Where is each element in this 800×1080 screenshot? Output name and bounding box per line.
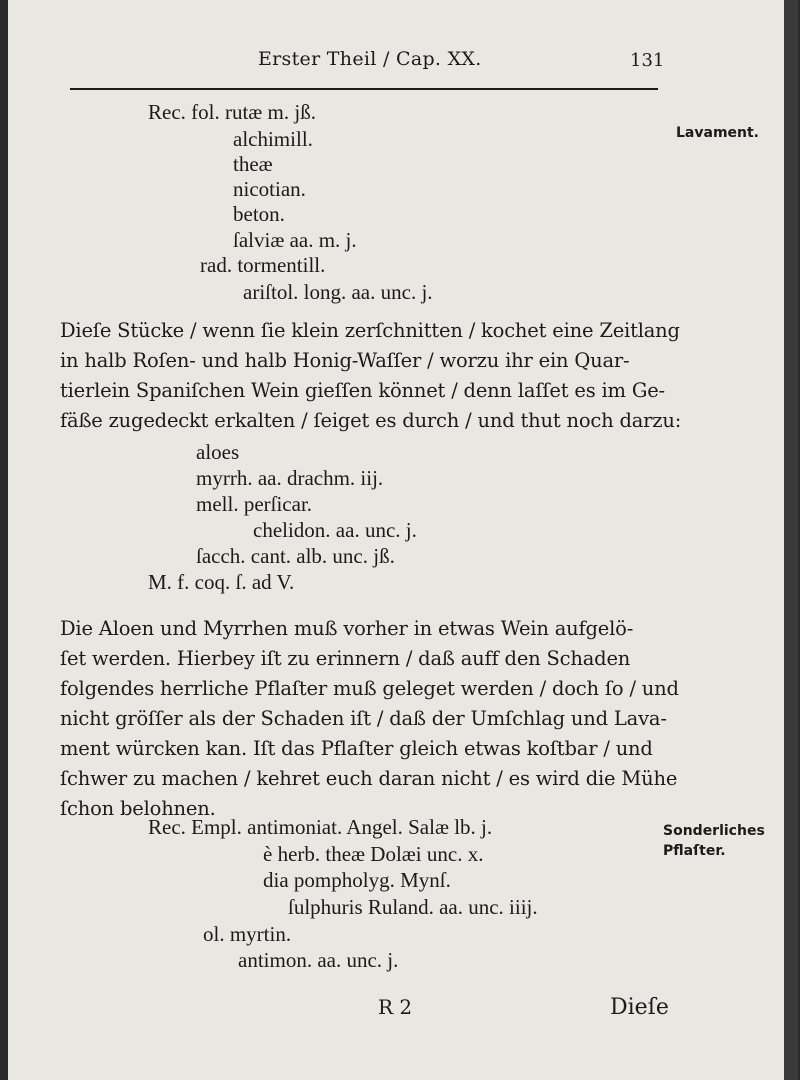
book-page [8, 0, 798, 1080]
paragraph-line: ſet werden. Hierbey iſt zu erinnern / daß auff den Schaden [60, 647, 631, 670]
recipe-line: Rec. fol. rutæ m. jß. [148, 100, 316, 124]
paragraph-line: folgendes herrliche Pflaſter muß geleget werden / doch ſo / und [60, 677, 679, 700]
recipe-line: antimon. aa. unc. j. [238, 948, 399, 972]
recipe-line: dia pompholyg. Mynſ. [263, 868, 451, 892]
paragraph-line: ment würcken kan. Iſt das Pflaſter gleich etwas koſtbar / und [60, 737, 653, 760]
recipe-line: rad. tormentill. [200, 253, 326, 277]
recipe-line: ol. myrtin. [203, 922, 292, 946]
margin-note-pflaster: Pflaſter. [663, 843, 726, 859]
recipe-line: beton. [233, 202, 285, 226]
header-rule [70, 88, 658, 90]
margin-note-lavament: Lavament. [676, 125, 760, 141]
recipe-line: è herb. theæ Dolæi unc. x. [263, 842, 484, 866]
recipe-line: ſacch. cant. alb. unc. jß. [196, 544, 395, 568]
page-edge-shadow [784, 0, 798, 1080]
recipe-line: aloes [196, 440, 240, 464]
margin-note-pflaster: Sonderliches [663, 823, 765, 839]
recipe-line: theæ [233, 152, 273, 176]
paragraph-line: tierlein Spaniſchen Wein gieſſen könnet / denn laſſet es im Ge- [60, 379, 665, 402]
recipe-line: M. f. coq. ſ. ad V. [148, 570, 295, 594]
recipe-line: nicotian. [233, 177, 306, 201]
paragraph-line: fäße zugedeckt erkalten / ſeiget es durch / und thut noch darzu: [60, 409, 682, 432]
page-number: 131 [630, 50, 665, 71]
recipe-line: mell. perſicar. [196, 492, 313, 516]
recipe-line: alchimill. [233, 127, 313, 151]
running-header: Erster Theil / Cap. XX. [258, 48, 482, 70]
recipe-line: Rec. Empl. antimoniat. Angel. Salæ lb. j. [148, 815, 493, 839]
recipe-line: ariſtol. long. aa. unc. j. [243, 280, 433, 304]
recipe-line: ſalviæ aa. m. j. [233, 228, 357, 252]
paragraph-line: in halb Roſen- und halb Honig-Waſſer / worzu ihr ein Quar- [60, 349, 630, 372]
signature-mark: R 2 [378, 995, 413, 1019]
paragraph-line: ſchon belohnen. [60, 797, 216, 820]
catchword: Dieſe [610, 995, 669, 1020]
paragraph-line: ſchwer zu machen / kehret euch daran nicht / es wird die Mühe [60, 767, 678, 790]
recipe-line: chelidon. aa. unc. j. [253, 518, 417, 542]
paragraph-line: Dieſe Stücke / wenn ſie klein zerſchnitten / kochet eine Zeitlang [60, 319, 680, 342]
paragraph-line: nicht gröſſer als der Schaden iſt / daß der Umſchlag und Lava- [60, 707, 667, 730]
paragraph-line: Die Aloen und Myrrhen muß vorher in etwas Wein aufgelö- [60, 617, 634, 640]
recipe-line: ſulphuris Ruland. aa. unc. iiij. [288, 895, 538, 919]
recipe-line: myrrh. aa. drachm. iij. [196, 466, 384, 490]
